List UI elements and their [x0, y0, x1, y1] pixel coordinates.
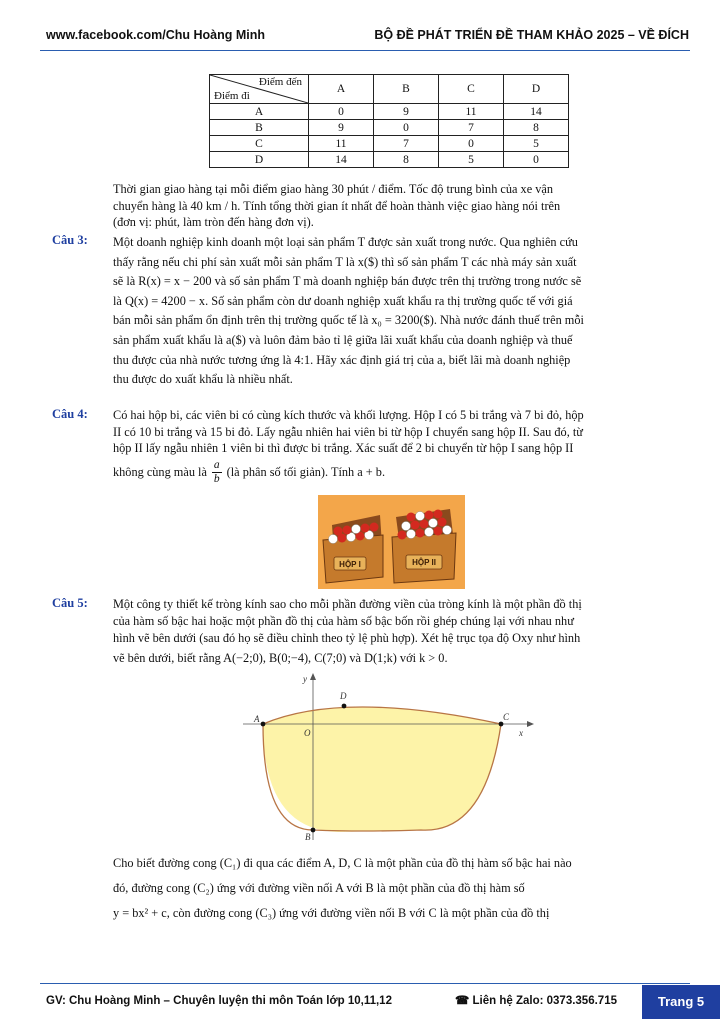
point-c	[499, 722, 504, 727]
table-cell: 5	[504, 136, 569, 152]
text-line: đó, đường cong (C₂) ứng với đường viền nối A với B là một phần của đồ thị hàm số	[113, 881, 525, 895]
table-cell: 11	[439, 104, 504, 120]
row-label: B	[210, 120, 309, 136]
text-line: sản phẩm xuất khẩu là a($) và luôn đảm bảo tỉ lệ giữa lãi xuất khẩu của doanh nghiệp và thuế	[113, 332, 573, 347]
text-line: vẽ bên dưới, biết rằng A(−2;0), B(0;−4), C(7;0) và D(1;k) với k > 0.	[113, 651, 448, 665]
text-line: thu được do xuất khẩu là nhiều nhất.	[113, 372, 293, 387]
intro-paragraph	[113, 181, 673, 231]
axis-y-label: y	[303, 674, 307, 684]
column-header: B	[374, 75, 439, 104]
fraction-numerator: a	[213, 458, 220, 471]
text-line: chuyển hàng là 40 km / h. Tính tổng thời gian ít nhất để hoàn thành việc giao hàng nói trên	[113, 198, 561, 213]
box-2-label: HỘP II	[412, 558, 436, 567]
text-line: Một doanh nghiệp kinh doanh một loại sản phẩm T được sản xuất trong nước. Qua nghiên cứu	[113, 235, 578, 249]
table-cell: 0	[374, 120, 439, 136]
table-cell: 8	[374, 152, 439, 168]
table-cell: 14	[309, 152, 374, 168]
corner-origin-label: Điểm đi	[214, 90, 250, 102]
row-label: D	[210, 152, 309, 168]
text-line: y = bx² + c, còn đường cong (C₃) ứng với đường viền nối B với C là một phần của đồ thị	[113, 906, 550, 920]
label-c: C	[503, 712, 510, 722]
header-facebook-link[interactable]: www.facebook.com/Chu Hoàng Minh	[46, 28, 265, 42]
text-line: hộp II lấy ngẫu nhiên 1 viên bi thì được bi trắng. Xác suất để 2 bi chuyển từ hộp I sang hộp II	[113, 441, 574, 455]
table-cell: 9	[309, 120, 374, 136]
table-cell: 0	[309, 104, 374, 120]
table-cell: 8	[504, 120, 569, 136]
text-line: là Q(x) = 4200 − x. Số sản phẩm còn dư doanh nghiệp xuất khẩu ra thị trường quốc tế với giá	[113, 293, 573, 308]
table-row	[210, 104, 569, 120]
question-4-text	[113, 407, 673, 486]
table-row	[210, 152, 569, 168]
fraction-denominator: b	[213, 472, 220, 485]
question-5-label: Câu 5:	[52, 596, 88, 610]
table-cell: 7	[439, 120, 504, 136]
table-cell: 11	[309, 136, 374, 152]
column-header: C	[439, 75, 504, 104]
text-line: thu được của nhà nước tương ứng là 4:1. Hãy xác định giá trị của a, biết lãi mà doanh nghiệp	[113, 352, 571, 367]
text-line: Có hai hộp bi, các viên bi có cùng kích thước và khối lượng. Hộp I có 5 bi trắng và 7 bi đỏ, hộp	[113, 408, 584, 422]
table-cell: 14	[504, 104, 569, 120]
text-line: Một công ty thiết kế tròng kính sao cho mỗi phần đường viền của tròng kính là một phần đồ thị	[113, 597, 582, 611]
lens-graph-svg	[243, 672, 543, 844]
header-divider	[40, 50, 690, 51]
page-number-badge: Trang 5	[642, 985, 720, 1019]
column-header: A	[309, 75, 374, 104]
table-corner-cell	[210, 75, 309, 104]
text-line: bán mỗi sản phẩm ổn định trên thị trường quốc tế là x₀ = 3200($). Nhà nước đánh thuế trên mỗi	[113, 313, 584, 328]
fraction	[212, 459, 222, 486]
marble-boxes-svg	[318, 495, 465, 589]
text-line: của hàm số bậc hai hoặc một phần đồ thị của hàm số bậc bốn rồi ghép chúng lại với nhau như	[113, 614, 574, 628]
table-cell: 0	[504, 152, 569, 168]
corner-destination-label: Điểm đến	[258, 76, 302, 88]
question-3-text	[113, 233, 673, 390]
box-1-label: HỘP I	[339, 560, 361, 569]
origin-label: O	[304, 728, 311, 738]
footer-teacher-info: GV: Chu Hoàng Minh – Chuyên luyện thi môn Toán lớp 10,11,12	[46, 995, 392, 1007]
label-b: B	[305, 832, 311, 842]
lens-graph	[243, 672, 543, 844]
text-line: thấy rằng nếu chi phí sản xuất mỗi sản phẩm T là x($) thì số sản phẩm T các nhà máy sản xuất	[113, 254, 577, 269]
distance-table	[209, 74, 569, 168]
table-cell: 5	[439, 152, 504, 168]
label-d: D	[340, 691, 347, 701]
text-line: hình vẽ bên dưới (sau đó họ sẽ điều chỉnh theo tỷ lệ phù hợp). Xét hệ trục tọa độ Oxy như hình	[113, 631, 581, 645]
question-4-label: Câu 4:	[52, 407, 88, 421]
column-header: D	[504, 75, 569, 104]
fraction-line	[113, 459, 673, 486]
table-cell: 0	[439, 136, 504, 152]
point-b	[311, 828, 316, 833]
axis-x-label: x	[519, 728, 523, 738]
footer-contact: ☎ Liên hệ Zalo: 0373.356.715	[455, 995, 617, 1007]
question-5-text	[113, 596, 673, 667]
table-row	[210, 136, 569, 152]
table-cell: 7	[374, 136, 439, 152]
text-line: không cùng màu là	[113, 464, 207, 479]
table-cell: 9	[374, 104, 439, 120]
row-label: C	[210, 136, 309, 152]
text-line: Thời gian giao hàng tại mỗi điểm giao hàng 30 phút / điểm. Tốc độ trung bình của xe vận	[113, 182, 553, 196]
header-title: BỘ ĐỀ PHÁT TRIỂN ĐỀ THAM KHẢO 2025 – VỀ ĐÍCH	[374, 28, 689, 42]
point-a	[261, 722, 266, 727]
footer-divider	[40, 983, 690, 984]
text-line: sẽ là R(x) = x − 200 và số sản phẩm T mà doanh nghiệp bán được trên thị trường trong nước sẽ	[113, 274, 582, 289]
question-3-label: Câu 3:	[52, 233, 88, 247]
text-line: (đơn vị: phút, làm tròn đến hàng đơn vị).	[113, 215, 314, 229]
label-a: A	[254, 714, 260, 724]
text-line: (là phân số tối giản). Tính a + b.	[226, 464, 386, 479]
table-row	[210, 120, 569, 136]
text-line: II có 10 bi trắng và 15 bi đỏ. Lấy ngẫu nhiên hai viên bi từ hộp I chuyển sang hộp II. Sau đó, từ	[113, 424, 583, 439]
text-line: Cho biết đường cong (C₁) đi qua các điểm A, D, C là một phần của đồ thị hàm số bậc hai nào	[113, 856, 572, 870]
question-5-continued	[113, 851, 673, 926]
page-header	[0, 0, 725, 46]
row-label: A	[210, 104, 309, 120]
point-d	[342, 704, 347, 709]
marble-boxes-illustration	[318, 495, 465, 589]
